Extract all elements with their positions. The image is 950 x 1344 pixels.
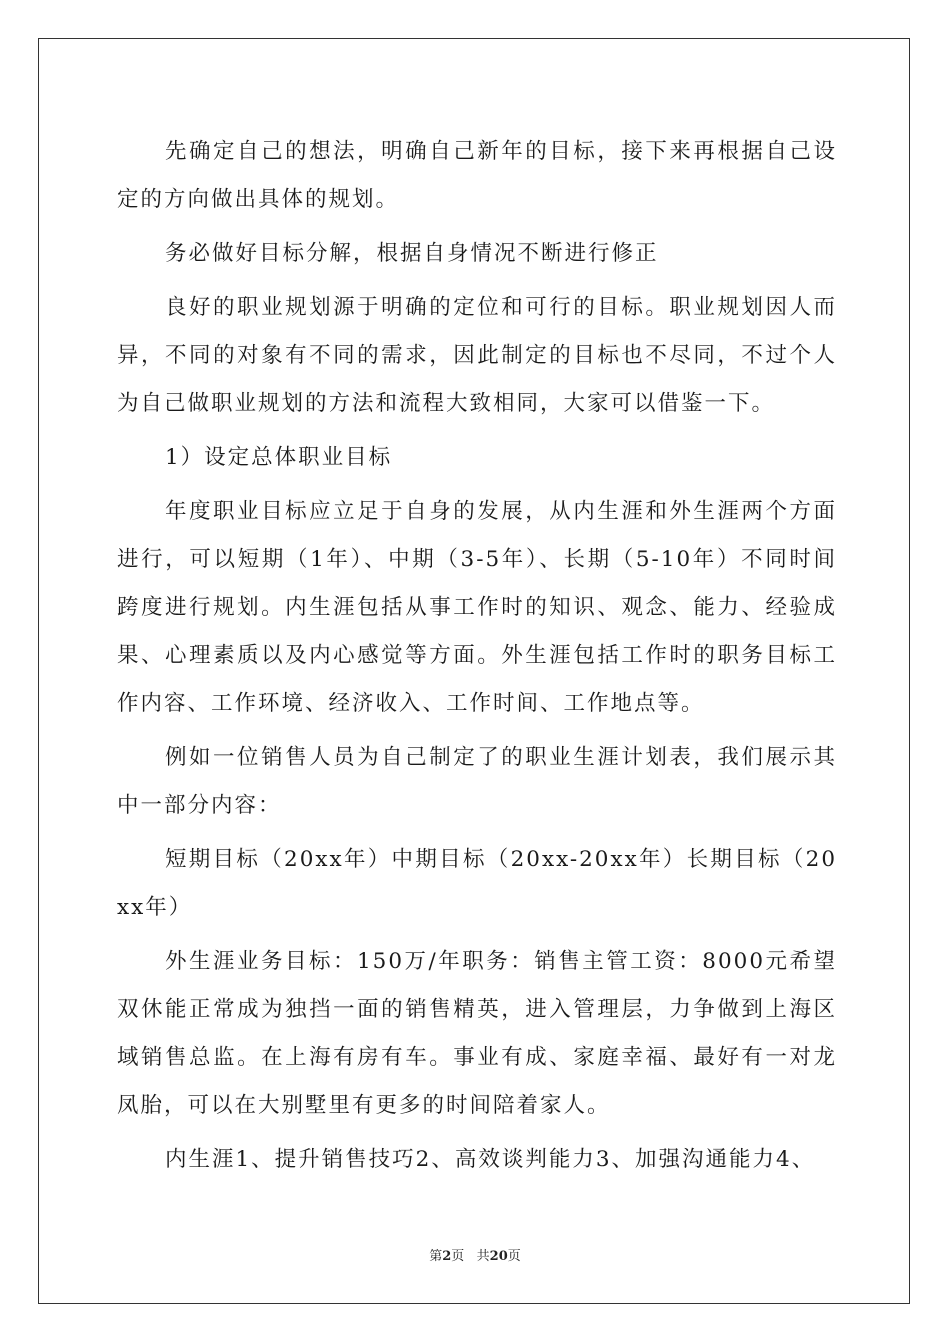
paragraph: 外生涯业务目标：150万/年职务：销售主管工资：8000元希望双休能正常成为独挡一面的销售精英，进入管理层，力争做到上海区域销售总监。在上海有房有车。事业有成、家庭幸福、最好有一对龙凤胎，可以在大别墅里有更多的时间陪着家人。 <box>117 949 837 1118</box>
paragraph: 短期目标（20xx年）中期目标（20xx-20xx年）长期目标（20xx年） <box>117 847 837 920</box>
document-body <box>117 128 837 1184</box>
section-heading: 1）设定总体职业目标 <box>165 445 393 470</box>
paragraph: 务必做好目标分解，根据自身情况不断进行修正 <box>165 241 659 266</box>
paragraph: 良好的职业规划源于明确的定位和可行的目标。职业规划因人而异，不同的对象有不同的需求，因此制定的目标也不尽同，不过个人为自己做职业规划的方法和流程大致相同，大家可以借鉴一下。 <box>117 295 837 416</box>
current-page-number: 2 <box>442 1249 452 1264</box>
page-footer <box>0 1245 950 1264</box>
paragraph: 内生涯1、提升销售技巧2、高效谈判能力3、加强沟通能力4、 <box>165 1147 816 1172</box>
total-page-number: 20 <box>489 1249 508 1264</box>
paragraph: 先确定自己的想法，明确自己新年的目标，接下来再根据自己设定的方向做出具体的规划。 <box>117 139 837 212</box>
footer-mid: 页 共 <box>451 1249 490 1264</box>
footer-prefix: 第 <box>429 1249 443 1264</box>
paragraph: 例如一位销售人员为自己制定了的职业生涯计划表，我们展示其中一部分内容： <box>117 745 837 818</box>
paragraph: 年度职业目标应立足于自身的发展，从内生涯和外生涯两个方面进行，可以短期（1年）、中期（3-5年）、长期（5-10年）不同时间跨度进行规划。内生涯包括从事工作时的知识、观念、能力、经验成果、心理素质以及内心感觉等方面。外生涯包括工作时的职务目标工作内容、工作环境、经济收入、工作时间、工作地点等。 <box>117 499 837 716</box>
footer-suffix: 页 <box>507 1249 521 1264</box>
